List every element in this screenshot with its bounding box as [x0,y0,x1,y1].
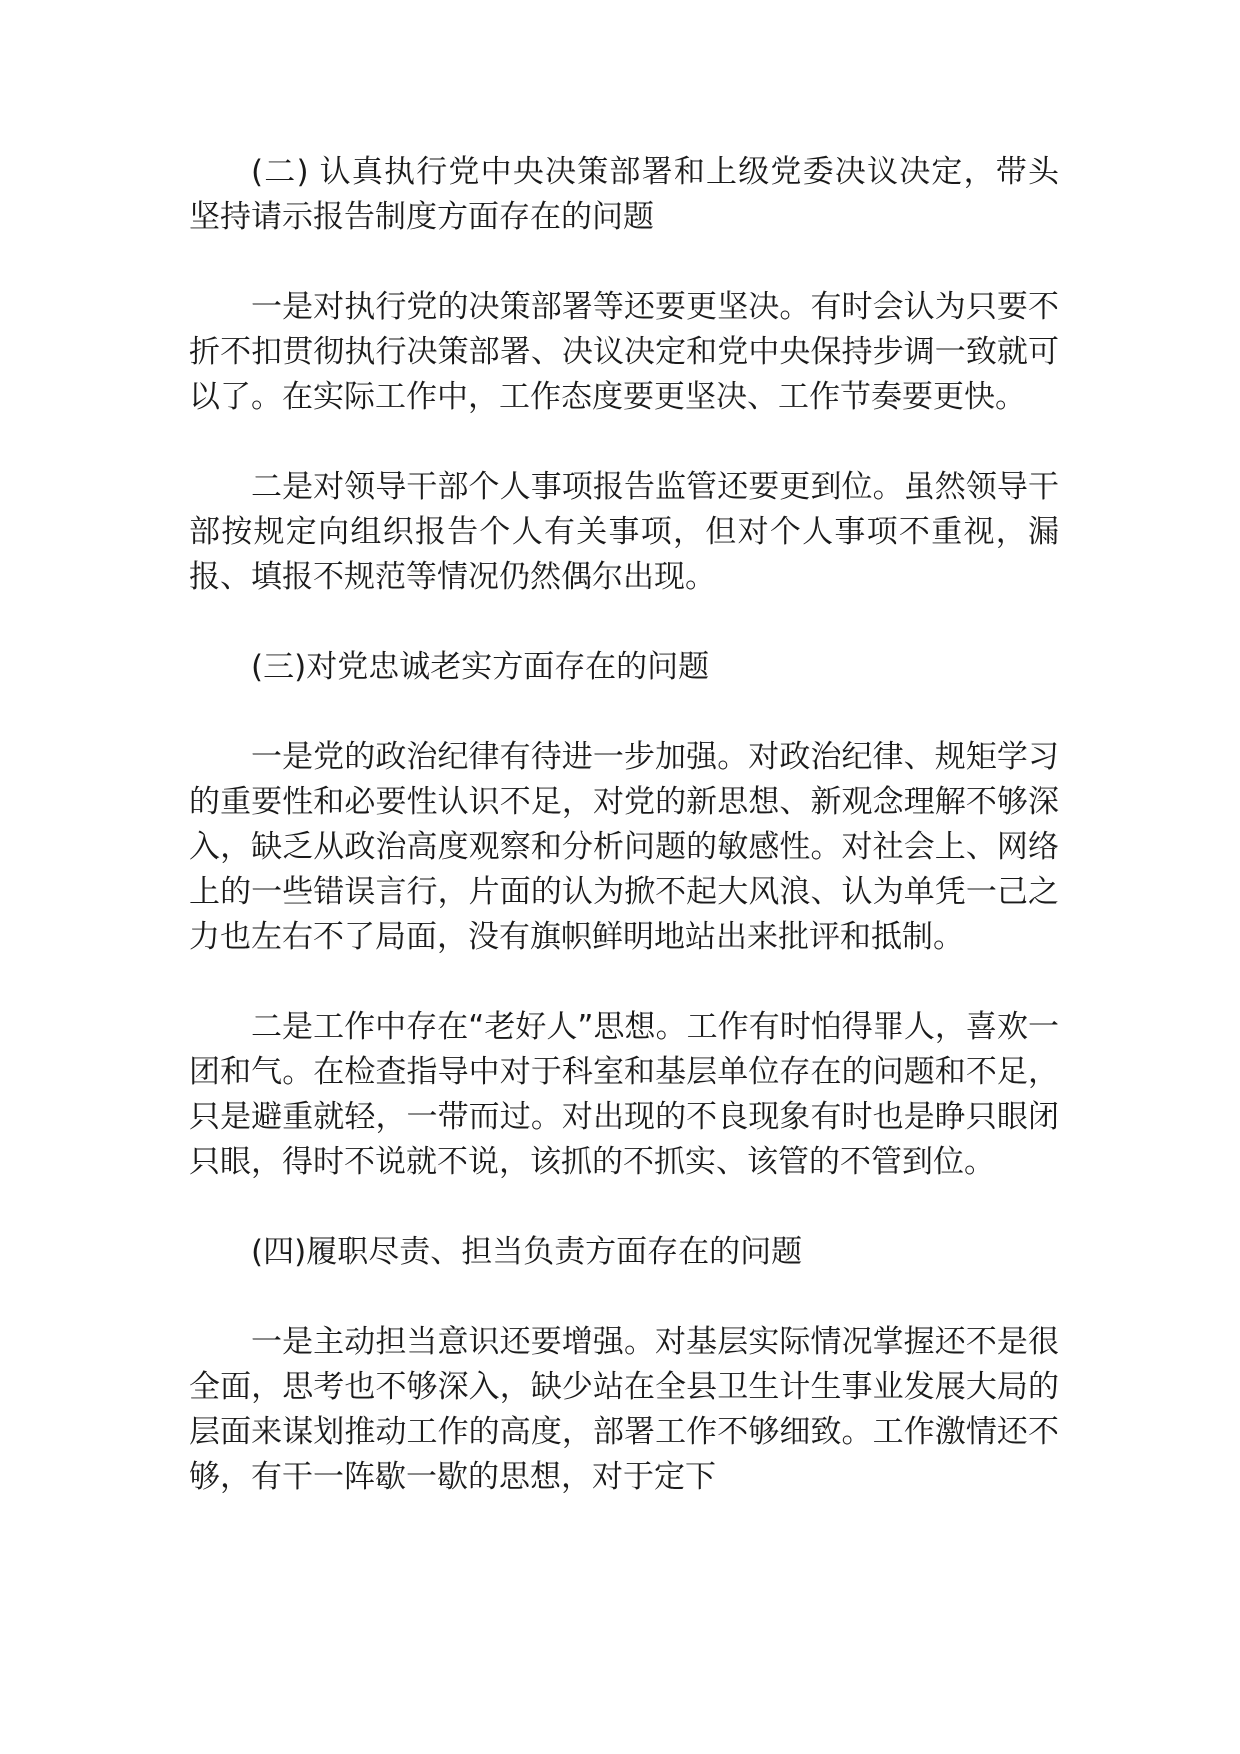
paragraph-execution: 一是对执行党的决策部署等还要更坚决。有时会认为只要不折不扣贯彻执行决策部署、决议决定和党中央保持步调一致就可以了。在实际工作中，工作态度要更坚决、工作节奏要更快。 [189,289,1059,415]
section-heading-2: (二) 认真执行党中央决策部署和上级党委决议决定，带头坚持请示报告制度方面存在的问题 [189,154,1059,235]
section-heading-3: (三)对党忠诚老实方面存在的问题 [251,649,710,685]
paragraph-nice-guy: 二是工作中存在“老好人”思想。工作有时怕得罪人，喜欢一团和气。在检查指导中对于科室和基层单位存在的问题和不足，只是避重就轻，一带而过。对出现的不良现象有时也是睁只眼闭只眼，得时不说就不说，该抓的不抓实、该管的不管到位。 [189,1009,1059,1180]
paragraph-personal-matters: 二是对领导干部个人事项报告监管还要更到位。虽然领导干部按规定向组织报告个人有关事项，但对个人事项不重视，漏报、填报不规范等情况仍然偶尔出现。 [189,469,1059,595]
paragraph-political-discipline: 一是党的政治纪律有待进一步加强。对政治纪律、规矩学习的重要性和必要性认识不足，对党的新思想、新观念理解不够深入，缺乏从政治高度观察和分析问题的敏感性。对社会上、网络上的一些错误言行，片面的认为掀不起大风浪、认为单凭一己之力也左右不了局面，没有旗帜鲜明地站出来批评和抵制。 [189,739,1059,955]
section-heading-4: (四)履职尽责、担当负责方面存在的问题 [251,1234,803,1270]
paragraph-responsibility: 一是主动担当意识还要增强。对基层实际情况掌握还不是很全面，思考也不够深入，缺少站在全县卫生计生事业发展大局的层面来谋划推动工作的高度，部署工作不够细致。工作激情还不够，有干一阵歇一歇的思想，对于定下 [189,1324,1059,1495]
document-body [189,150,1059,1545]
